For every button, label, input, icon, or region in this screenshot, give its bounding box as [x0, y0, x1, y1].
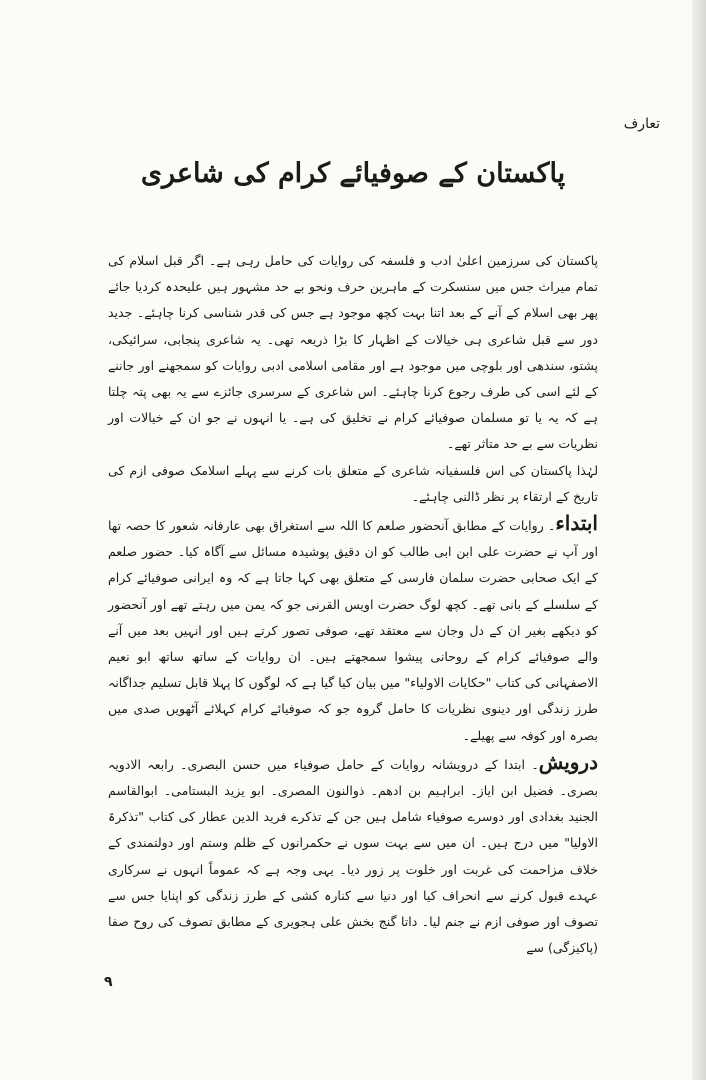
section-label: تعارف [623, 116, 660, 132]
paragraph-ibtida [108, 510, 598, 749]
paragraph-darvesh [108, 749, 598, 962]
body-text [108, 248, 598, 961]
paragraph-intro: پاکستان کی سرزمین اعلیٰ ادب و فلسفہ کی روایات کی حامل رہی ہے۔ اگر قبل اسلام کی تمام میراث جس میں سنسکرت کے ماہرین حرف ونحو بے حد مشہور ہیں علیحدہ کردیا جائے پھر بھی اسلام کے آنے کے بعد اتنا بہت کچھ موجود ہے جس کی قدر شناسی کرنا چاہئے۔ جدید دور سے قبل شاعری ہی خیالات کے اظہار کا بڑا ذریعہ تھی۔ یہ شاعری پنجابی، سرائیکی، پشتو، سندھی اور بلوچی میں موجود ہے اور مقامی اسلامی ادبی روایات کو سمجھنے اور جاننے کے لئے اسی کی طرف رجوع کرنا چاہئے۔ اس شاعری کے سرسری جائزے سے یہ بھی پتہ چلتا ہے کہ یہ یا تو مسلمان صوفیائے کرام نے تخلیق کی ہے۔ یا انہوں نے جو ان کے خیالات اور نظریات سے بے حد متاثر تھے۔ [108, 253, 598, 452]
page-number: ۹ [104, 974, 113, 990]
paragraph-transition: لہٰذا پاکستان کی اس فلسفیانہ شاعری کے متعلق بات کرنے سے پہلے اسلامک صوفی ازم کی تاریخ کے ارتقاء پر نظر ڈالنی چاہئے۔ [108, 462, 598, 504]
inline-heading-darvesh: درویش [538, 749, 598, 774]
paragraph-darvesh-text: ۔ ابتدا کے درویشانہ روایات کے حامل صوفیاء میں حسن البصری۔ رابعہ الادویہ بصری۔ فضیل ابن ایاز۔ ابراہیم بن ادھم۔ ذوالنون المصری۔ ابو یزید البستامی۔ ابوالقاسم الجنید بغدادی اور دوسرے صوفیاء شامل ہیں جن کے تذکرے فرید الدین عطار کی کتاب "تذکرۃ الاولیا" میں درج ہیں۔ ان میں سے بہت سوں نے حکمرانوں کے ظلم وستم اور دولتمندی کے خلاف مزاحمت کی غربت اور خلوت پر زور دیا۔ یہی وجہ ہے کہ عموماً انہوں نے سرکاری عہدے قبول کرنے سے انحراف کیا اور دنیا سے کنارہ کشی کے طرز زندگی کو اپنایا جس سے تصوف اور صوفی ازم نے جنم لیا۔ داتا گنج بخش علی ہجویری کے مطابق تصوف کی روح صفا (پاکیزگی) سے [108, 756, 598, 956]
paragraph-ibtida-text: ۔ روایات کے مطابق آنحضور صلعم کا اللہ سے استغراق بھی عارفانہ شعور کا حصہ تھا اور آپ نے حضرت علی ابن ابی طالب کو ان دقیق پوشیدہ مسائل سے آگاہ کیا۔ حضور صلعم کے ایک صحابی حضرت سلمان فارسی کے متعلق بھی کہا جاتا ہے کہ وہ ایرانی صوفیائے کرام کے سلسلے کے بانی تھے۔ کچھ لوگ حضرت اویس القرنی جو کہ یمن میں رہتے تھے اور آنحضور کو دیکھے بغیر ان کے دل وجان سے معتقد تھے، صوفی تصور کرتے ہیں اور انہیں بعد میں آنے والے صوفیائے کرام کے روحانی پیشوا سمجھتے ہیں۔ ان روایات کے ساتھ ساتھ ابو نعیم الاصفہانی کی کتاب "حکایات الاولیاء" میں بیان کیا گیا ہے کہ لوگوں کا پہلا قابل تسلیم جداگانہ طرز زندگی اور دینوی نظریات کا حامل گروہ جو کہ صوفیائے کرام کہلائے آٹھویں صدی میں بصرہ اور کوفہ سے پھیلے۔ [108, 518, 598, 743]
page-title: پاکستان کے صوفیائے کرام کی شاعری [140, 158, 566, 189]
inline-heading-ibtida: ابتداء [555, 511, 598, 536]
